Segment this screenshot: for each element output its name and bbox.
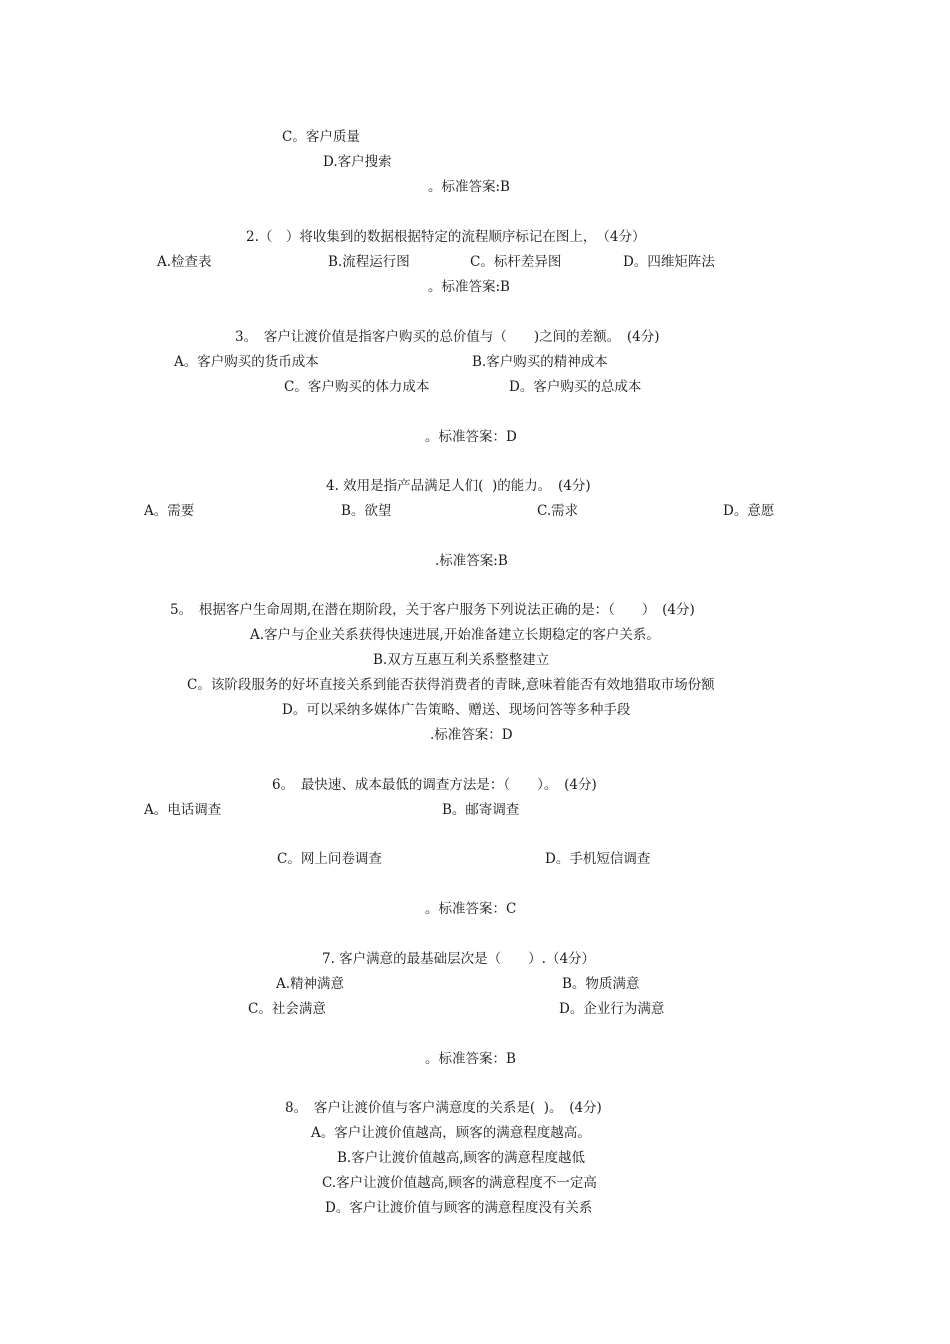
option-text: C。网上问卷调查 xyxy=(277,851,382,867)
option-text: C.需求 xyxy=(537,503,579,519)
option-text: B。邮寄调查 xyxy=(442,802,520,818)
question-text: 5。 根据客户生命周期,在潜在期阶段，关于客户服务下列说法正确的是：（ ） (4分) xyxy=(170,602,695,618)
option-text: D。四维矩阵法 xyxy=(623,254,715,270)
question-text: 2.（ ）将收集到的数据根据特定的流程顺序标记在图上， （4分） xyxy=(246,229,646,245)
option-text: D。可以采纳多媒体广告策略、赠送、现场问答等多种手段 xyxy=(282,702,631,718)
option-text: C。客户购买的体力成本 xyxy=(284,379,430,395)
option-text: D。手机短信调查 xyxy=(545,851,651,867)
option-text: C。客户质量 xyxy=(282,129,360,145)
option-text: A.精神满意 xyxy=(276,976,345,992)
option-text: D。客户购买的总成本 xyxy=(509,379,642,395)
answer-text: 。标准答案:B xyxy=(428,279,510,295)
answer-text: 。标准答案:B xyxy=(428,179,510,195)
option-text: C。社会满意 xyxy=(248,1001,326,1017)
option-text: C。该阶段服务的好坏直接关系到能否获得消费者的青睐,意味着能否有效地猎取市场份额 xyxy=(187,677,715,693)
option-text: C。标杆差异图 xyxy=(470,254,562,270)
option-text: B.流程运行图 xyxy=(328,254,410,270)
option-text: B。物质满意 xyxy=(562,976,640,992)
option-text: D.客户搜索 xyxy=(323,154,392,170)
answer-text: .标准答案:B xyxy=(435,553,508,569)
question-text: 7. 客户满意的最基础层次是（ ）.（4分） xyxy=(322,951,596,967)
option-text: A.客户与企业关系获得快速进展,开始准备建立长期稳定的客户关系。 xyxy=(250,627,660,643)
question-text: 3。 客户让渡价值是指客户购买的总价值与（ )之间的差额。 (4分) xyxy=(235,329,660,345)
option-text: D。意愿 xyxy=(723,503,775,519)
option-text: B。欲望 xyxy=(341,503,392,519)
answer-text: 。标准答案：C xyxy=(425,901,517,917)
option-text: D。企业行为满意 xyxy=(559,1001,665,1017)
option-text: A.检查表 xyxy=(157,254,212,270)
answer-text: 。标准答案：D xyxy=(425,429,517,445)
option-text: B.客户让渡价值越高,顾客的满意程度越低 xyxy=(337,1150,586,1166)
option-text: A。客户购买的货币成本 xyxy=(174,354,319,370)
option-text: D。客户让渡价值与顾客的满意程度没有关系 xyxy=(325,1200,593,1216)
answer-text: 。标准答案：B xyxy=(425,1051,516,1067)
answer-text: .标准答案：D xyxy=(430,727,513,743)
question-text: 4. 效用是指产品满足人们( )的能力。 (4分) xyxy=(326,478,591,494)
option-text: A。电话调查 xyxy=(144,802,222,818)
option-text: A。需要 xyxy=(144,503,195,519)
question-text: 8。 客户让渡价值与客户满意度的关系是( )。 (4分) xyxy=(285,1100,602,1116)
option-text: C.客户让渡价值越高,顾客的满意程度不一定高 xyxy=(322,1175,597,1191)
question-text: 6。 最快速、成本最低的调查方法是：（ ）。 (4分) xyxy=(272,777,597,793)
option-text: B.双方互惠互利关系整整建立 xyxy=(373,652,550,668)
option-text: B.客户购买的精神成本 xyxy=(472,354,608,370)
option-text: A。客户让渡价值越高，顾客的满意程度越高。 xyxy=(311,1125,591,1141)
